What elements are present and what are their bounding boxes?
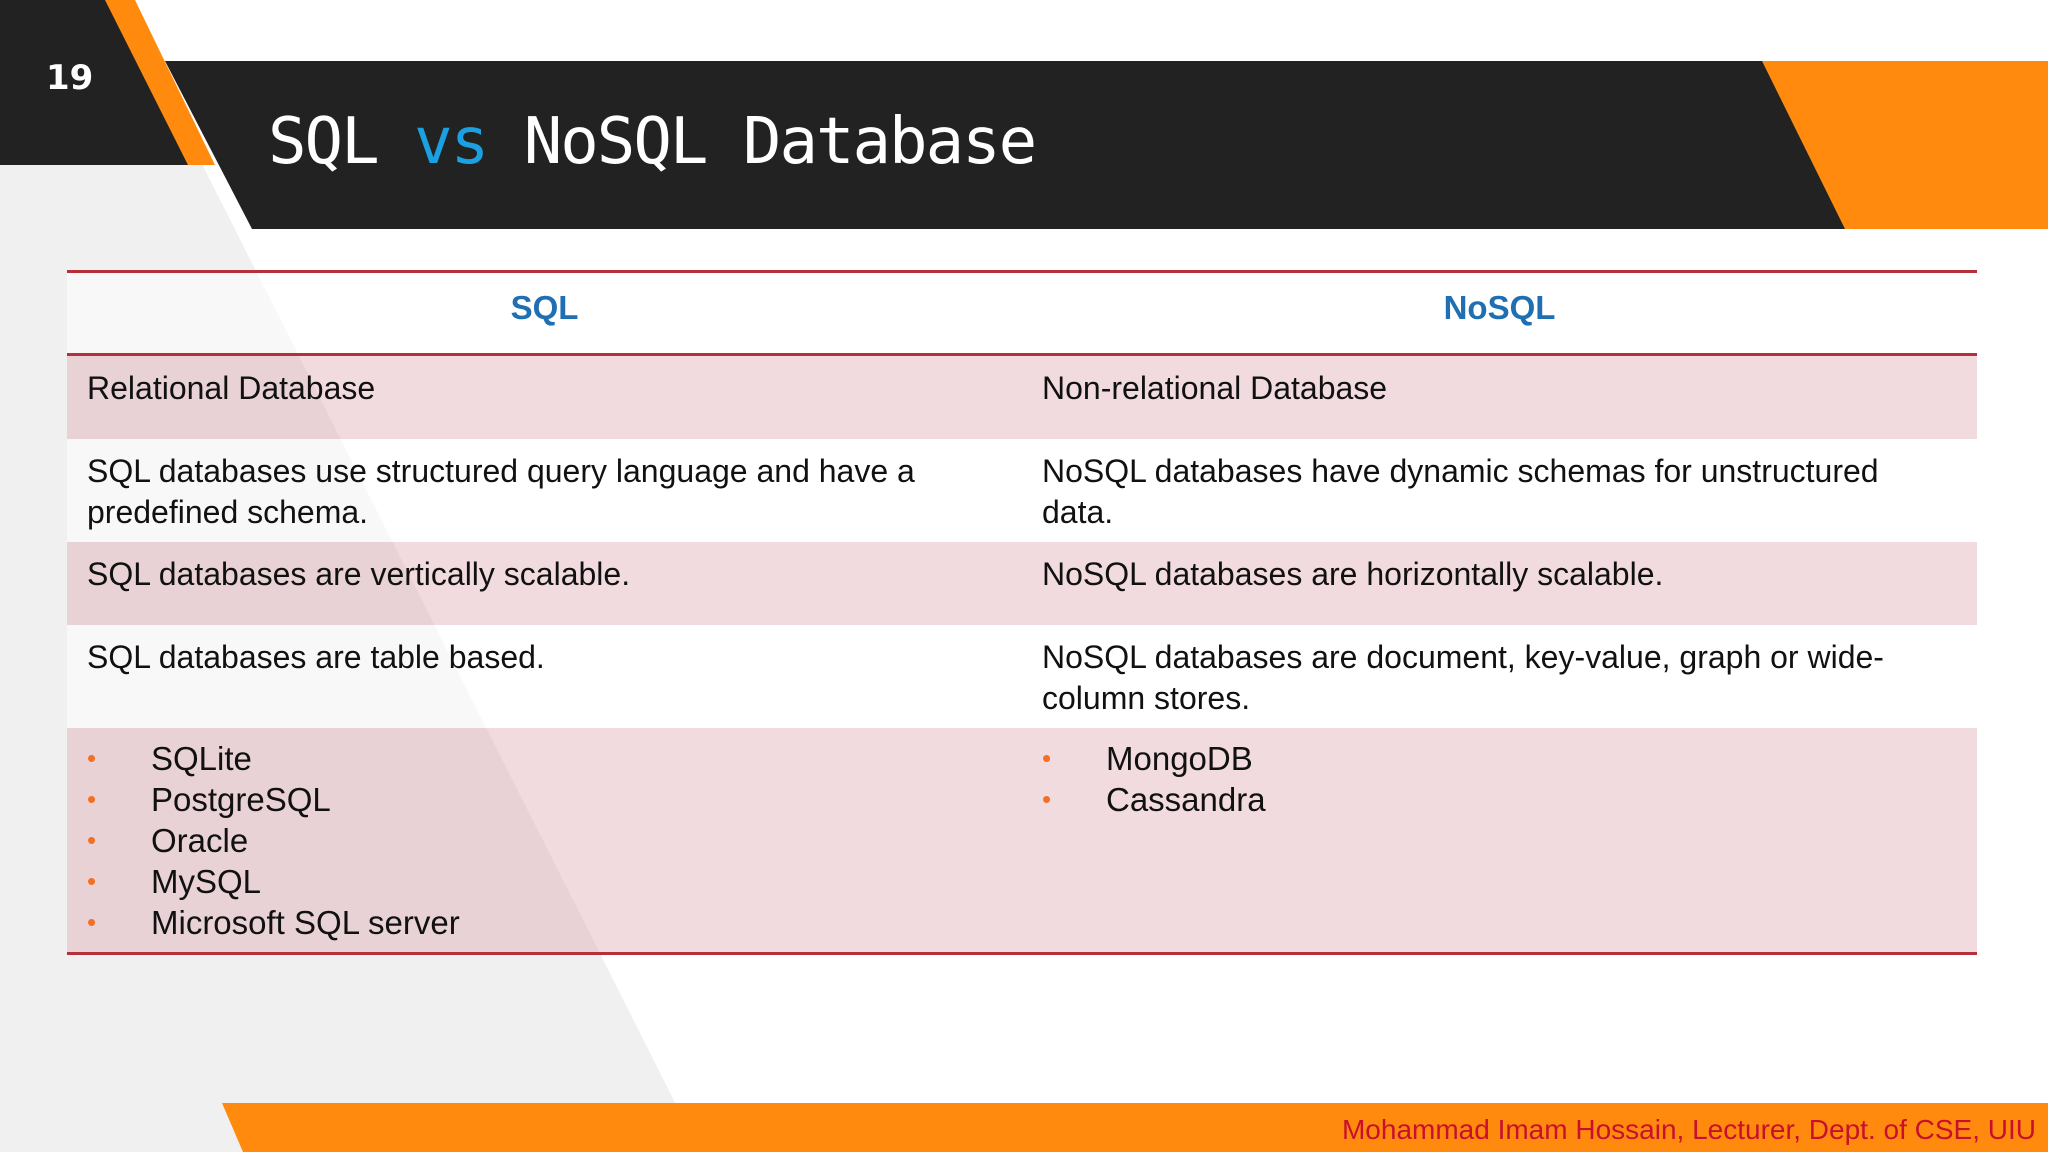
list-item: • PostgreSQL: [87, 781, 331, 818]
list-item: • MySQL: [87, 863, 262, 900]
cell-sql: Relational Database: [87, 370, 376, 406]
sql-examples-list: [87, 738, 1002, 943]
list-item: • Microsoft SQL server: [87, 904, 460, 941]
cell-nosql-examples: [1022, 728, 1977, 952]
table-row-examples: [67, 728, 1977, 952]
cell-sql: SQL databases are table based.: [87, 639, 545, 675]
table-row: [67, 625, 1977, 728]
nosql-examples-list: [1042, 738, 1957, 820]
slide-title-part1: SQL: [268, 105, 415, 179]
list-item: • SQLite: [87, 740, 252, 777]
slide-title-accent: vs: [414, 105, 488, 179]
bullet-icon: •: [1042, 743, 1052, 773]
cell-nosql: NoSQL databases are document, key-value, graph or wide-column stores.: [1042, 639, 1884, 716]
slide-title-part2: NoSQL Database: [487, 105, 1036, 179]
cell-nosql: NoSQL databases have dynamic schemas for unstructured data.: [1042, 453, 1879, 530]
bullet-icon: •: [87, 907, 97, 937]
slide-title: [268, 105, 1035, 179]
cell-sql: SQL databases are vertically scalable.: [87, 556, 631, 592]
cell-nosql: Non-relational Database: [1042, 370, 1388, 406]
list-item: • Oracle: [87, 822, 249, 859]
comparison-table: [67, 270, 1977, 955]
list-item: • Cassandra: [1042, 781, 1266, 818]
table-row: [67, 439, 1977, 542]
bullet-icon: •: [87, 743, 97, 773]
table-header-row: [67, 273, 1977, 356]
header-sql: SQL: [510, 289, 579, 326]
table-row: [67, 356, 1977, 439]
list-item: • MongoDB: [1042, 740, 1253, 777]
header-nosql: NoSQL: [1443, 289, 1556, 326]
bullet-icon: •: [1042, 784, 1052, 814]
bullet-icon: •: [87, 825, 97, 855]
bullet-icon: •: [87, 866, 97, 896]
slide-number: 19: [46, 58, 94, 98]
cell-sql: SQL databases use structured query language and have a predefined schema.: [87, 453, 915, 530]
bullet-icon: •: [87, 784, 97, 814]
footer-credit: Mohammad Imam Hossain, Lecturer, Dept. of CSE, UIU: [1341, 1114, 2036, 1145]
cell-sql-examples: [67, 728, 1022, 952]
table-row: [67, 542, 1977, 625]
cell-nosql: NoSQL databases are horizontally scalable.: [1042, 556, 1664, 592]
